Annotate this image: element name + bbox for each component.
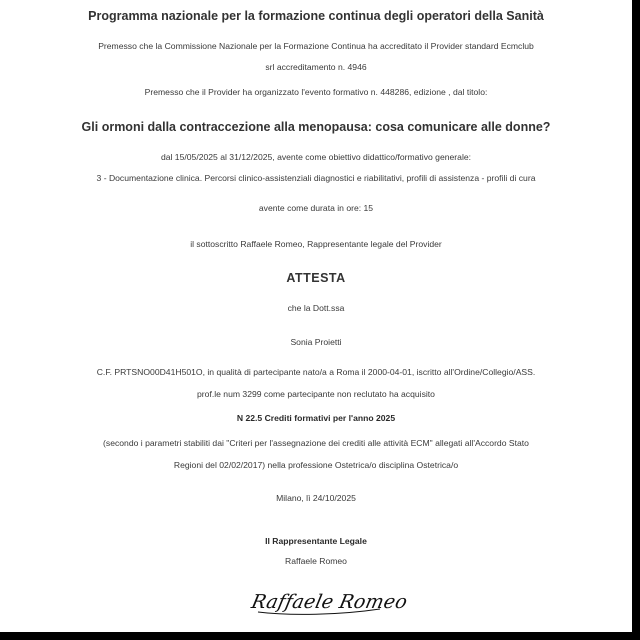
signer-line: il sottoscritto Raffaele Romeo, Rappresentante legale del Provider [190, 239, 442, 249]
attests-that-line: che la Dott.ssa [287, 303, 345, 313]
cf-line-1: C.F. PRTSNO00D41H501O, in qualità di partecipante nato/a a Roma il 2000-04-01, iscritto all'Ordine/Collegio/ASS. [96, 367, 536, 377]
place-date: Milano, lì 24/10/2025 [276, 493, 356, 503]
event-title: Gli ormoni dalla contraccezione alla menopausa: cosa comunicare alle donne? [81, 120, 551, 134]
params-line-2: Regioni del 02/02/2017) nella professione Ostetrica/o disciplina Ostetrica/o [173, 460, 459, 470]
attesta-heading: ATTESTA [286, 271, 346, 285]
signature [249, 582, 410, 622]
duration-line: avente come durata in ore: 15 [258, 203, 374, 213]
params-line-1: (secondo i parametri stabiliti dai "Criteri per l'assegnazione dei crediti alle attività ECM" allegati all'Accordo Stato [103, 438, 529, 448]
premise-line-2: srl accreditamento n. 4946 [265, 62, 367, 72]
premise-line-1: Premesso che la Commissione Nazionale per la Formazione Continua ha accreditato il Provider standard Ecmclub [98, 41, 534, 51]
dates-line: dal 15/05/2025 al 31/12/2025, avente come obiettivo didattico/formativo generale: [160, 152, 472, 162]
signature-image [249, 582, 410, 622]
participant-name: Sonia Proietti [290, 337, 342, 347]
credits-line: N 22.5 Crediti formativi per l'anno 2025 [236, 413, 396, 423]
signature-text: Raffaele Romeo [249, 590, 410, 613]
legal-rep-name: Raffaele Romeo [285, 556, 347, 566]
cf-line-2: prof.le num 3299 come partecipante non reclutato ha acquisito [197, 389, 435, 399]
premise-line-3: Premesso che il Provider ha organizzato l'evento formativo n. 448286, edizione , dal titolo: [144, 87, 488, 97]
legal-rep-label: Il Rappresentante Legale [265, 536, 367, 546]
objective-line: 3 - Documentazione clinica. Percorsi clinico-assistenziali diagnostici e riabilitativi, profili di assistenza - profili di cura [96, 173, 536, 183]
certificate-title: Programma nazionale per la formazione continua degli operatori della Sanità [88, 9, 544, 23]
